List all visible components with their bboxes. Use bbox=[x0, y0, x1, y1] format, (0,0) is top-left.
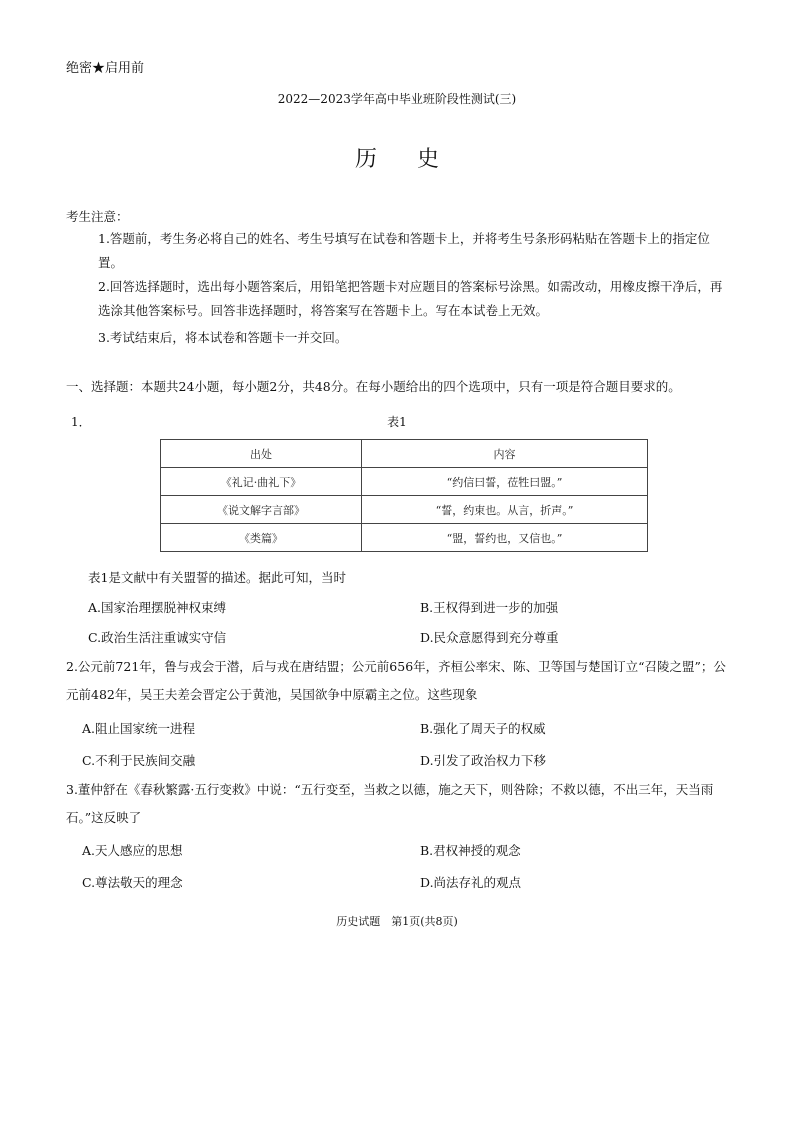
notice-heading: 考生注意： bbox=[66, 209, 129, 224]
table-cell-source: 《类篇》 bbox=[161, 524, 362, 552]
page-footer: 历史试题 第1页(共8页) bbox=[336, 915, 458, 928]
section-heading: 一、选择题：本题共24小题，每小题2分，共48分。在每小题给出的四个选项中，只有一项是符合题目要求的。 bbox=[66, 379, 681, 394]
table-cell-content: “约信曰誓，莅牲曰盟。” bbox=[362, 468, 648, 496]
q3-option-a: A.天人感应的思想 bbox=[82, 843, 183, 858]
table-row bbox=[161, 524, 648, 552]
table-row bbox=[161, 496, 648, 524]
q1-stem: 表1是文献中有关盟誓的描述。据此可知，当时 bbox=[88, 570, 346, 585]
q2-option-c: C.不利于民族间交融 bbox=[82, 753, 196, 768]
subject-title: 历史 bbox=[354, 147, 479, 172]
table-cell-content: “誓，约束也。从言，折声。” bbox=[362, 496, 648, 524]
table-header-row bbox=[161, 440, 648, 468]
q2-option-a: A.阻止国家统一进程 bbox=[82, 721, 196, 736]
q3-option-b: B.君权神授的观念 bbox=[420, 843, 521, 858]
q1-option-a: A.国家治理摆脱神权束缚 bbox=[88, 600, 227, 615]
q2-stem: 2.公元前721年，鲁与戎会于潜，后与戎在唐结盟；公元前656年，齐桓公率宋、陈、卫等国与楚国订立“召陵之盟”；公元前482年，吴王夫差会晋定公于黄池，吴国欲争中原霸主之位。这些现象 bbox=[66, 659, 726, 702]
table-cell-source: 《礼记·曲礼下》 bbox=[161, 468, 362, 496]
table-header-content: 内容 bbox=[362, 440, 648, 468]
q1-option-c: C.政治生活注重诚实守信 bbox=[88, 630, 227, 645]
q1-option-b: B.王权得到进一步的加强 bbox=[420, 600, 559, 615]
q2-option-d: D.引发了政治权力下移 bbox=[420, 753, 547, 768]
q1-number: 1． bbox=[71, 415, 91, 429]
q1-option-d: D.民众意愿得到充分尊重 bbox=[420, 630, 559, 645]
notice-item-3: 3.考试结束后，将本试卷和答题卡一并交回。 bbox=[98, 330, 348, 345]
q3-stem: 3.董仲舒在《春秋繁露·五行变救》中说：“五行变至，当救之以德，施之天下，则咎除；不救以德，不出三年，天当雨石。”这反映了 bbox=[66, 782, 714, 825]
confidential-label: 绝密★启用前 bbox=[66, 61, 145, 76]
table-cell-source: 《说文解字言部》 bbox=[161, 496, 362, 524]
table-caption: 表1 bbox=[387, 415, 407, 429]
table-cell-content: “盟，誓约也，又信也。” bbox=[362, 524, 648, 552]
source-table bbox=[160, 439, 648, 552]
q3-option-c: C.尊法敬天的理念 bbox=[82, 875, 183, 890]
q2-option-b: B.强化了周天子的权威 bbox=[420, 721, 546, 736]
exam-title: 2022—2023学年高中毕业班阶段性测试(三) bbox=[277, 92, 517, 106]
notice-item-1: 1.答题前，考生务必将自己的姓名、考生号填写在试卷和答题卡上，并将考生号条形码粘贴在答题卡上的指定位置。 bbox=[98, 231, 710, 270]
table-header-source: 出处 bbox=[161, 440, 362, 468]
q3-option-d: D.尚法存礼的观点 bbox=[420, 875, 522, 890]
table-row bbox=[161, 468, 648, 496]
notice-item-2: 2.回答选择题时，选出每小题答案后，用铅笔把答题卡对应题目的答案标号涂黑。如需改动，用橡皮擦干净后，再选涂其他答案标号。回答非选择题时，将答案写在答题卡上。写在本试卷上无效。 bbox=[98, 279, 723, 318]
